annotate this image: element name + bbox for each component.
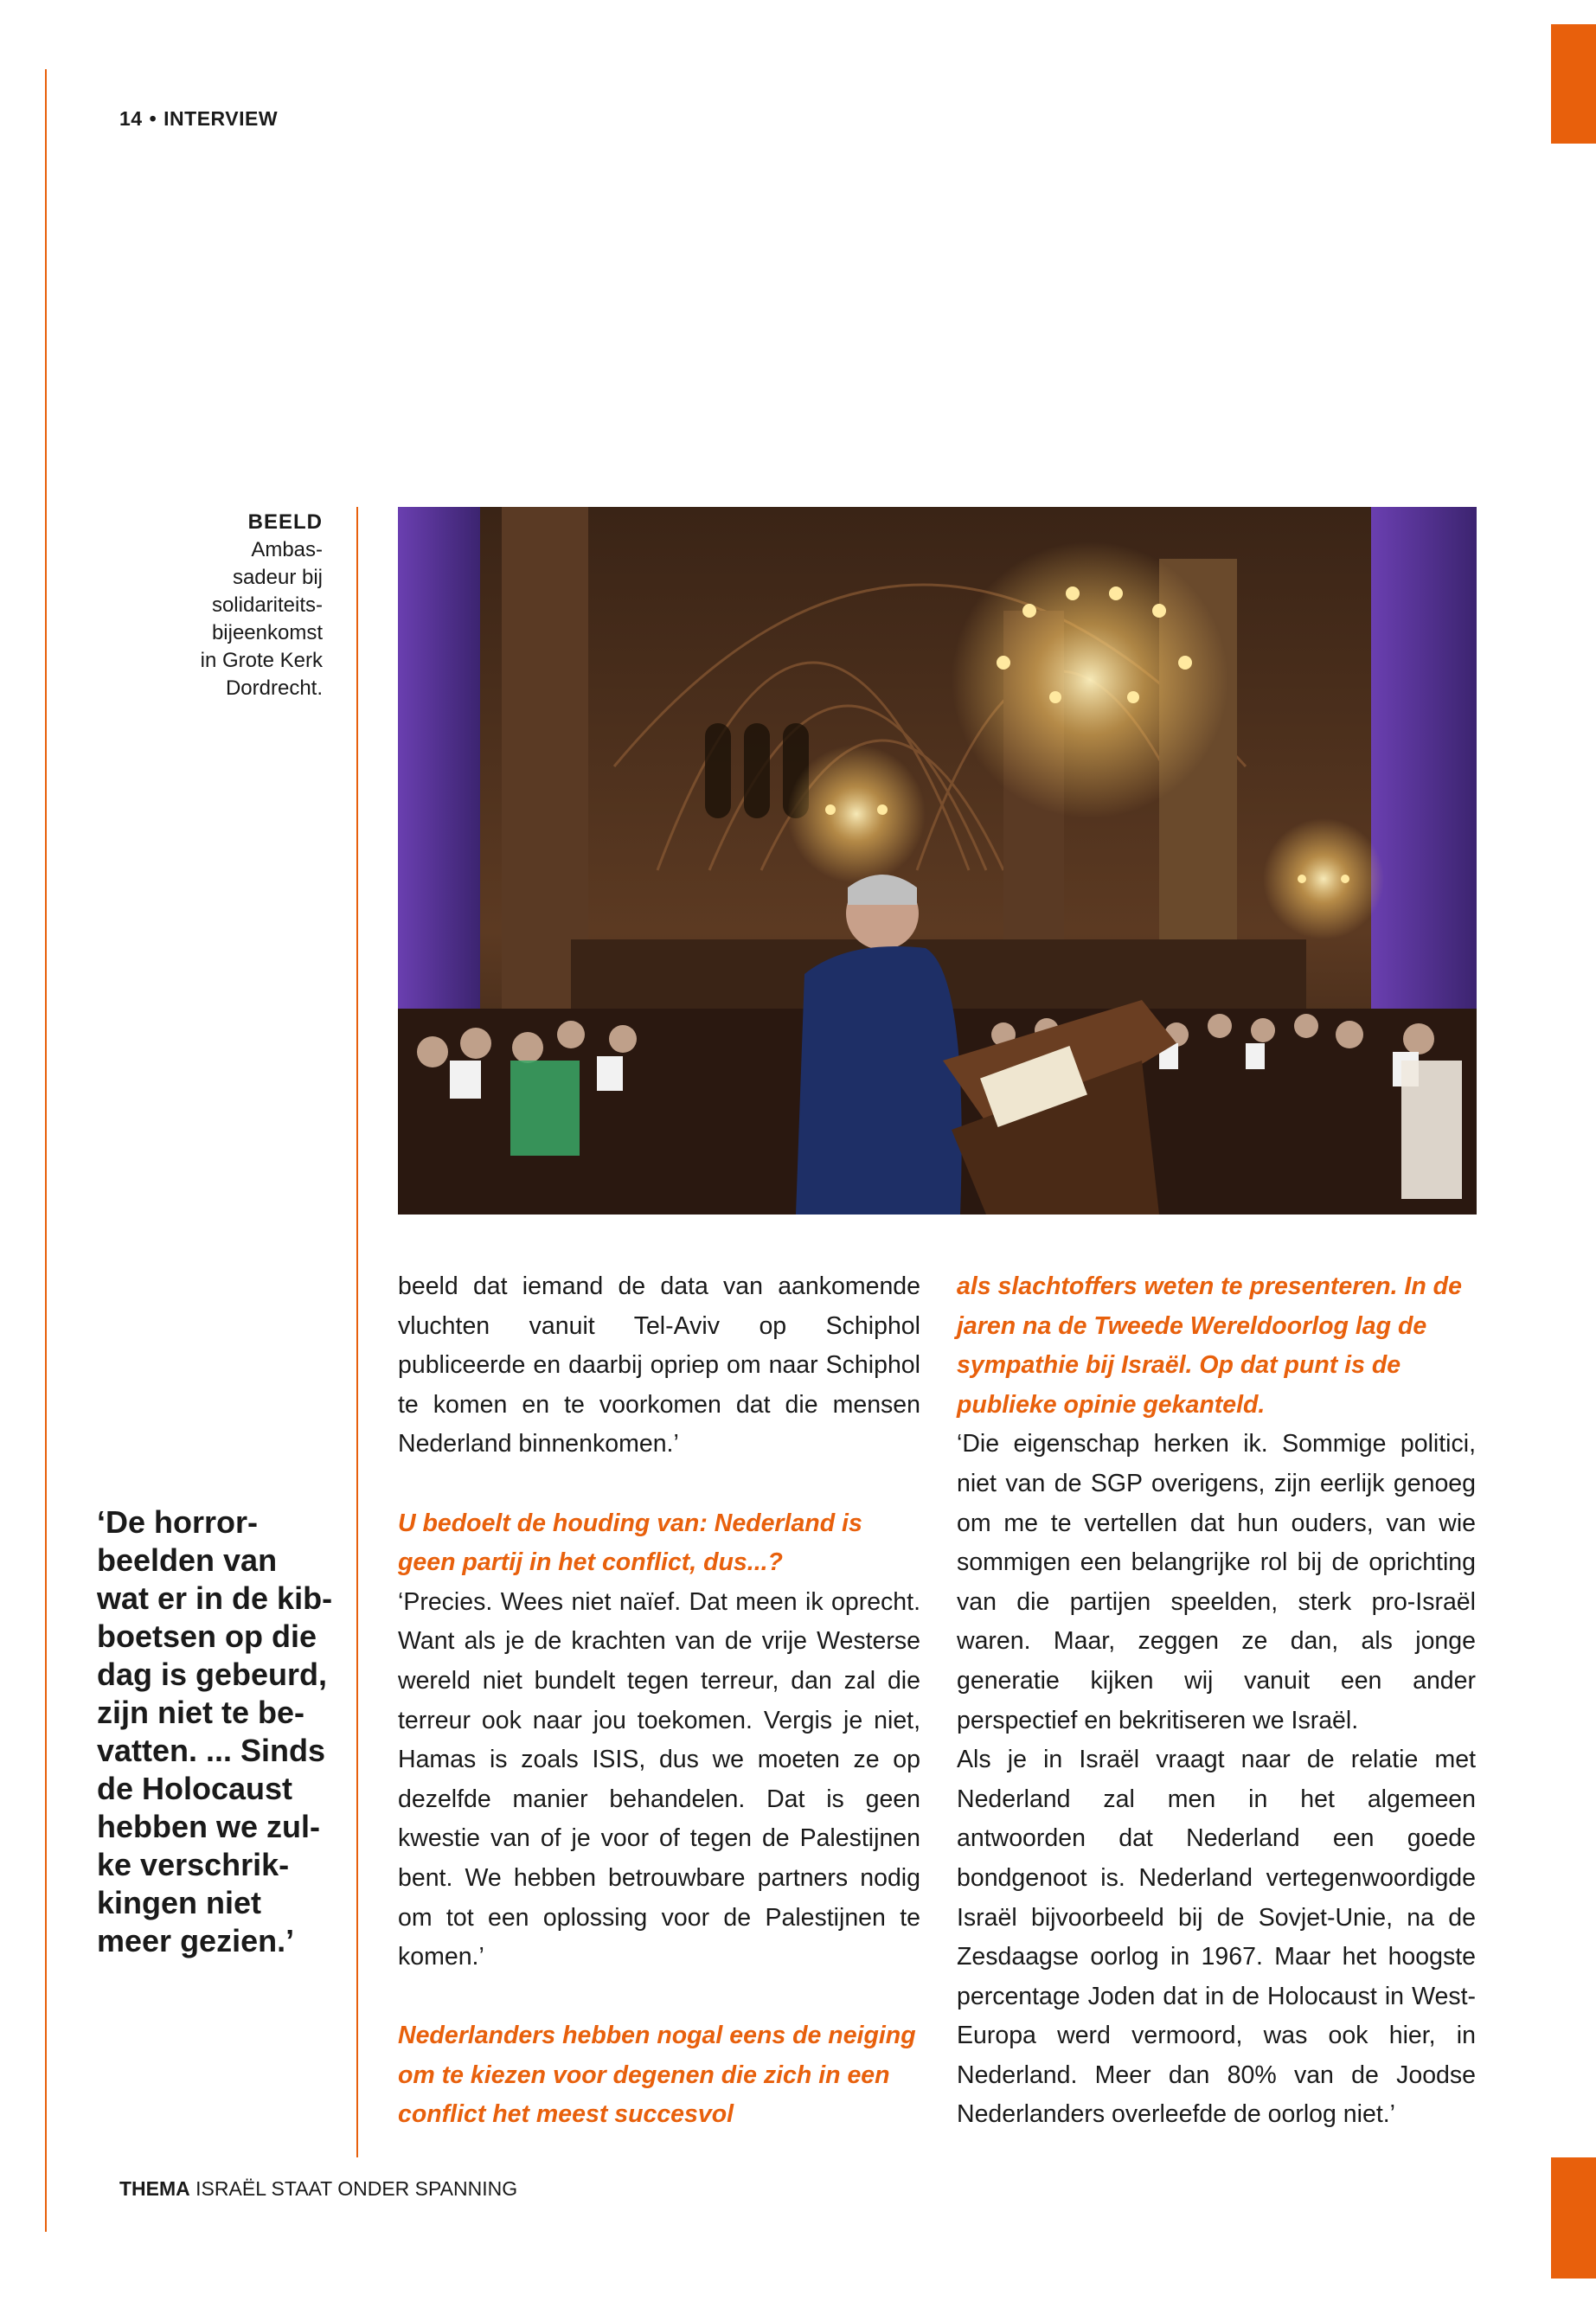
pull-quote-line: ke verschrik-: [97, 1847, 290, 1882]
margin-rule: [45, 69, 47, 2232]
footer-theme-label: THEMA: [119, 2177, 190, 2200]
page-edge-tab-top: [1551, 24, 1596, 144]
section-label: INTERVIEW: [163, 107, 279, 130]
pull-quote-line: beelden van: [97, 1542, 278, 1578]
caption-line: in Grote Kerk: [200, 649, 323, 672]
caption-line: bijeenkomst: [211, 621, 323, 644]
pull-quote-line: dag is gebeurd,: [97, 1657, 328, 1692]
page-number: 14: [119, 107, 143, 130]
caption-label: BEELD: [247, 510, 323, 534]
pull-quote-line: vatten. ... Sinds: [97, 1733, 326, 1768]
body-paragraph: ‘Die eigenschap herken ik. Sommige politici, niet van de SGP overigens, zijn eerlijk genoeg om me te vertellen dat hun ouders, van wie sommigen een belangrijke rol bij de oprichting van die partijen speelden, sterk pro-Israël waren. Maar, zeggen ze dan, als jonge generatie kijken wij vanuit een ander perspectief en bekritiseren we Israël.: [957, 1430, 1476, 1734]
church-interior-photo: [398, 507, 1477, 1215]
interview-question: Nederlanders hebben nogal eens de neiging om te kiezen voor degenen die zich in een conflict het meest succesvol: [398, 2022, 916, 2129]
pull-quote-line: hebben we zul-: [97, 1809, 321, 1844]
pull-quote-line: de Holocaust: [97, 1771, 293, 1806]
pull-quote-line: boetsen op die: [97, 1618, 317, 1654]
article-column-middle: [398, 1267, 920, 2135]
pull-quote-line: meer gezien.’: [97, 1923, 295, 1958]
interview-question: U bedoelt de houding van: Nederland is geen partij in het conflict, dus...?: [398, 1509, 862, 1577]
body-paragraph: ‘Precies. Wees niet naïef. Dat meen ik oprecht. Want als je de krachten van de vrije Westerse wereld niet bundelt tegen terreur, dan zal die terreur ook naar jou toekomen. Vergis je niet, Hamas is zoals ISIS, dus we moeten ze op dezelfde manier behandelen. Dat is geen kwestie van of je voor of tegen de Palestijnen bent. We hebben betrouwbare partners nodig om tot een oplossing voor de Palestijnen te komen.’: [398, 1587, 920, 1971]
running-header: [119, 107, 278, 131]
caption-line: sadeur bij: [232, 566, 323, 589]
column-rule: [356, 507, 358, 2157]
caption-line: Ambas-: [251, 538, 323, 561]
running-footer: [119, 2177, 517, 2201]
pull-quote-line: wat er in de kib-: [97, 1580, 333, 1616]
pull-quote: [97, 1503, 348, 1960]
photo-caption: [147, 509, 323, 702]
interview-question-continued: als slachtoffers weten te presenteren. In de jaren na de Tweede Wereldoorlog lag de sympathie bij Israël. Op dat punt is de publieke opinie gekanteld.: [957, 1272, 1462, 1419]
article-column-right: [957, 1267, 1476, 2135]
pull-quote-line: zijn niet te be-: [97, 1695, 305, 1730]
footer-theme-title: ISRAËL STAAT ONDER SPANNING: [189, 2177, 518, 2200]
caption-line: solidariteits-: [211, 593, 323, 617]
header-separator: •: [149, 107, 157, 130]
pull-quote-line: kingen niet: [97, 1885, 262, 1920]
caption-line: Dordrecht.: [225, 676, 323, 700]
body-paragraph: beeld dat iemand de data van aankomende vluchten vanuit Tel-Aviv op Schiphol publiceerde en daarbij opriep om naar Schiphol te komen en te voorkomen dat die mensen Nederland binnenkomen.’: [398, 1272, 920, 1458]
body-paragraph: Als je in Israël vraagt naar de relatie met Nederland zal men in het algemeen antwoorden dat Nederland een goede bondgenoot is. Nederland vertegenwoordigde Israël bijvoorbeeld bij de Sovjet-Unie, na de Zesdaagse oorlog in 1967. Maar het hoogste percentage Joden dat in de Holocaust in West-Europa werd vermoord, was ook hier, in Nederland. Meer dan 80% van de Joodse Nederlanders overleefde de oorlog niet.’: [957, 1746, 1476, 2129]
pull-quote-line: ‘De horror-: [97, 1504, 259, 1540]
page-edge-tab-bottom: [1551, 2157, 1596, 2279]
